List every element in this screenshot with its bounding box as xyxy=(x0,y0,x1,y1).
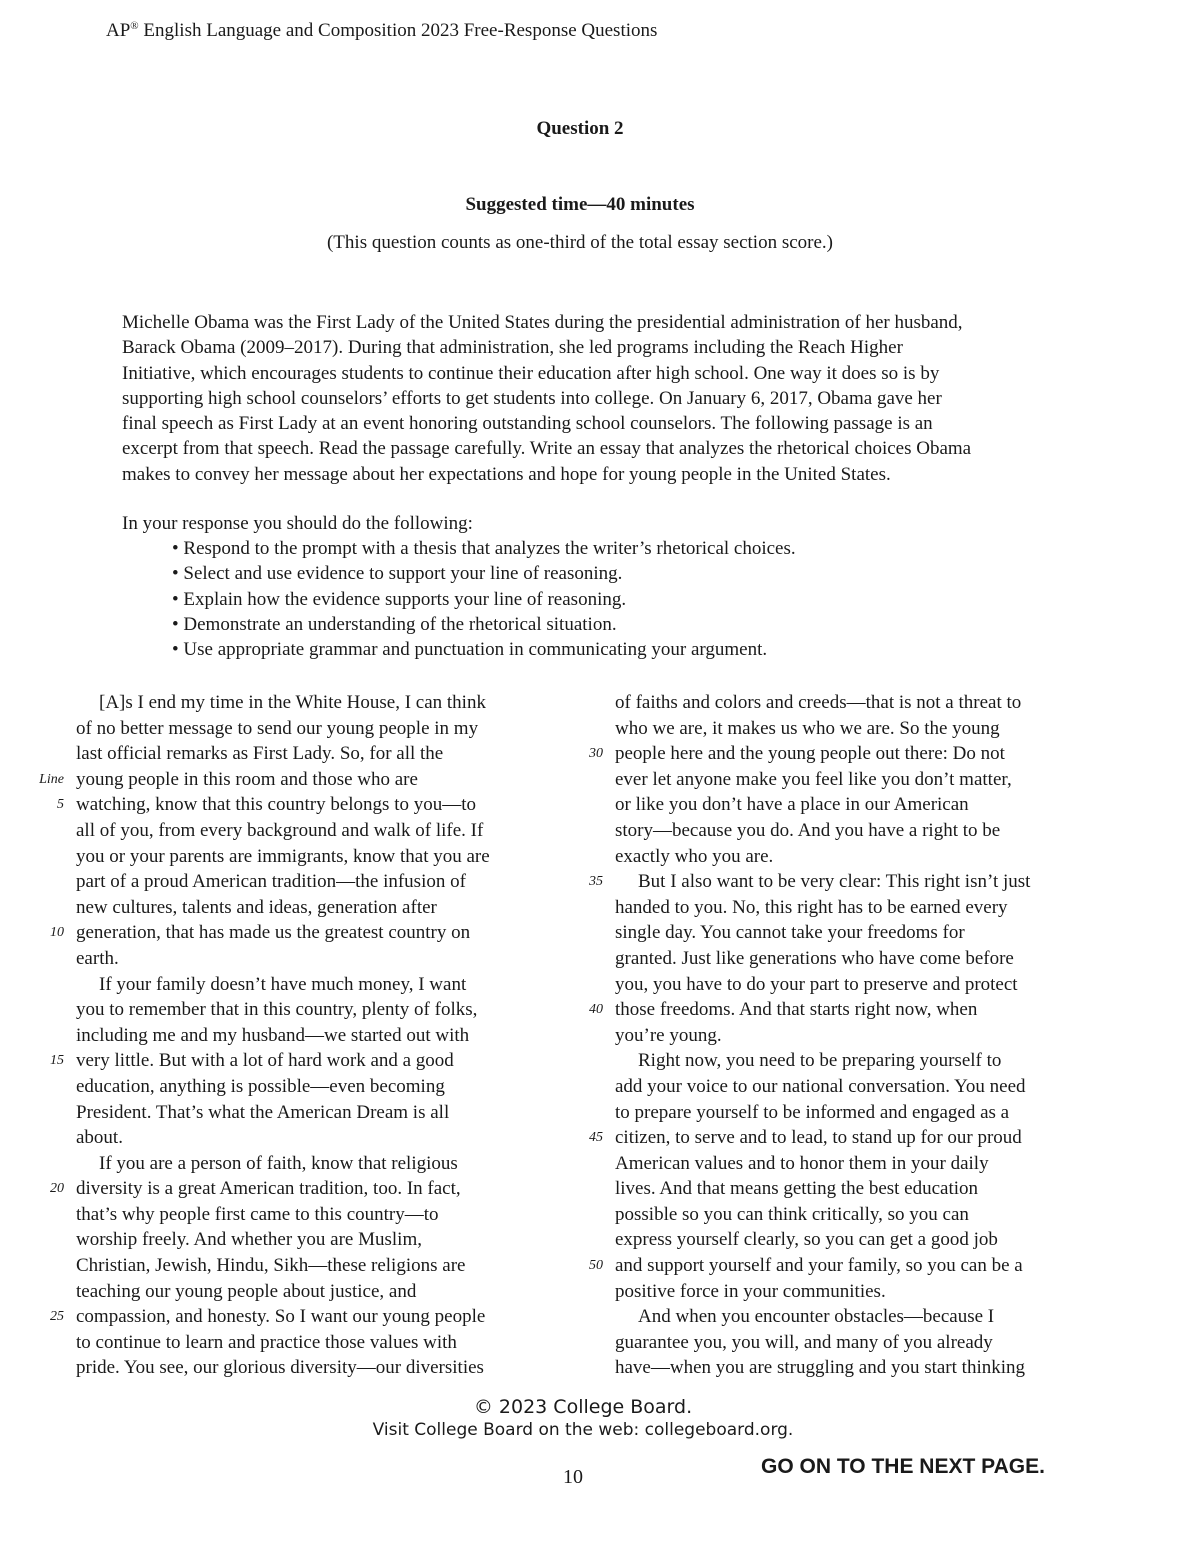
passage-line: and support yourself and your family, so you can be a xyxy=(615,1255,1023,1277)
passage-line: people here and the young people out there: Do not xyxy=(615,743,1005,765)
passage-line: If you are a person of faith, know that religious xyxy=(99,1152,458,1174)
intro-line: excerpt from that speech. Read the passage carefully. Write an essay that analyzes the rhetorical choices Obama xyxy=(122,438,972,460)
passage-line: Christian, Jewish, Hindu, Sikh—these religions are xyxy=(76,1255,466,1277)
passage-column-right xyxy=(615,690,1030,1381)
passage-line: And when you encounter obstacles—because I xyxy=(638,1306,995,1328)
passage-line: add your voice to our national conversation. You need xyxy=(615,1075,1026,1097)
passage-line: granted. Just like generations who have come before xyxy=(615,947,1014,969)
passage-line: very little. But with a lot of hard work and a good xyxy=(76,1050,454,1072)
bullet-item: • Respond to the prompt with a thesis that analyzes the writer’s rhetorical choices. xyxy=(172,538,796,559)
passage-line: to prepare yourself to be informed and engaged as a xyxy=(615,1101,1010,1123)
passage-line: possible so you can think critically, so you can xyxy=(615,1203,969,1225)
response-instructions: In your response you should do the following: xyxy=(122,513,473,534)
passage-line: ever let anyone make you feel like you don’t matter, xyxy=(615,768,1012,790)
passage-line: single day. You cannot take your freedoms for xyxy=(615,922,965,944)
counts-note: (This question counts as one-third of the total essay section score.) xyxy=(326,232,833,253)
passage-line: all of you, from every background and walk of life. If xyxy=(76,819,484,841)
running-head-ap: AP xyxy=(106,20,131,41)
running-head xyxy=(106,20,657,42)
bullet-item: • Use appropriate grammar and punctuation in communicating your argument. xyxy=(172,639,768,661)
passage-line: have—when you are struggling and you start thinking xyxy=(615,1357,1026,1379)
bullet-item: • Explain how the evidence supports your line of reasoning. xyxy=(172,588,627,610)
passage-line: handed to you. No, this right has to be earned every xyxy=(615,896,1008,918)
passage-line: including me and my husband—we started out with xyxy=(76,1024,470,1046)
bullet-item: • Select and use evidence to support your line of reasoning. xyxy=(172,563,623,585)
passage-line: American values and to honor them in your daily xyxy=(615,1152,989,1174)
passage-line: If your family doesn’t have much money, I want xyxy=(99,973,467,995)
passage-line: or like you don’t have a place in our American xyxy=(615,794,969,816)
passage-column-left xyxy=(76,690,490,1381)
passage-line: positive force in your communities. xyxy=(615,1280,886,1302)
running-head-title: English Language and Composition 2023 Free-Response Questions xyxy=(138,20,658,41)
passage-line: who we are, it makes us who we are. So the young xyxy=(615,717,1000,739)
website-note: Visit College Board on the web: collegeboard.org. xyxy=(372,1420,794,1440)
passage-line: you or your parents are immigrants, know that you are xyxy=(76,845,490,867)
prompt-intro xyxy=(122,310,1097,487)
passage-line: of no better message to send our young people in my xyxy=(76,717,479,739)
line-number: 5 xyxy=(57,797,64,812)
question-title: Question 2 xyxy=(536,118,624,139)
next-page-notice: GO ON TO THE NEXT PAGE. xyxy=(761,1455,1045,1478)
line-number: 20 xyxy=(50,1181,64,1196)
passage-line: teaching our young people about justice, and xyxy=(76,1280,417,1302)
passage-line: lives. And that means getting the best education xyxy=(615,1178,979,1200)
intro-line: supporting high school counselors’ efforts to get students into college. On January 6, 2017, Obama gave her xyxy=(122,387,942,409)
intro-line: Michelle Obama was the First Lady of the United States during the presidential administration of her husband, xyxy=(122,312,963,333)
passage-line: you, you have to do your part to preserve and protect xyxy=(615,973,1018,995)
passage-line: But I also want to be very clear: This right isn’t just xyxy=(638,871,1031,893)
bullet-item: • Demonstrate an understanding of the rhetorical situation. xyxy=(172,613,617,635)
suggested-time: Suggested time—40 minutes xyxy=(465,194,695,215)
copyright: © 2023 College Board. xyxy=(473,1396,693,1418)
line-number: 40 xyxy=(589,1002,603,1017)
intro-line: final speech as First Lady at an event honoring outstanding school counselors. The following passage is an xyxy=(122,413,933,435)
passage-line: those freedoms. And that starts right now, when xyxy=(615,999,978,1021)
passage-line: young people in this room and those who are xyxy=(76,768,418,790)
intro-line: Barack Obama (2009–2017). During that administration, she led programs including the Reach Higher xyxy=(122,337,903,359)
registered-mark: ® xyxy=(130,20,139,32)
passage-line: worship freely. And whether you are Muslim, xyxy=(76,1229,422,1251)
line-number: 35 xyxy=(589,874,603,889)
passage-line: story—because you do. And you have a right to be xyxy=(615,819,1001,841)
passage-line: you’re young. xyxy=(615,1024,722,1046)
passage-line: education, anything is possible—even becoming xyxy=(76,1075,445,1097)
passage-line: earth. xyxy=(76,947,119,969)
passage-line: President. That’s what the American Dream is all xyxy=(76,1101,450,1123)
passage-line: guarantee you, you will, and many of you already xyxy=(615,1331,993,1353)
passage-line: you to remember that in this country, plenty of folks, xyxy=(76,999,478,1021)
page-number: 10 xyxy=(563,1466,583,1488)
passage-line: citizen, to serve and to lead, to stand up for our proud xyxy=(615,1127,1022,1149)
passage-line: exactly who you are. xyxy=(615,845,774,867)
line-number: 50 xyxy=(589,1258,603,1273)
line-label: Line xyxy=(39,772,64,787)
line-number: 30 xyxy=(589,746,603,761)
passage-line: to continue to learn and practice those values with xyxy=(76,1331,457,1353)
passage-line: of faiths and colors and creeds—that is not a threat to xyxy=(615,692,1022,713)
passage-line: express yourself clearly, so you can get a good job xyxy=(615,1229,998,1251)
line-number: 25 xyxy=(50,1309,64,1324)
passage-line: generation, that has made us the greatest country on xyxy=(76,922,471,944)
intro-line: Initiative, which encourages students to continue their education after high school. One way it does so is by xyxy=(122,362,940,384)
bullet-list xyxy=(172,536,796,662)
passage-line: diversity is a great American tradition, too. In fact, xyxy=(76,1178,461,1200)
passage-line: about. xyxy=(76,1127,123,1149)
line-number: 45 xyxy=(589,1130,603,1145)
intro-line: makes to convey her message about her expectations and hope for young people in the United States. xyxy=(122,463,891,485)
passage-line: compassion, and honesty. So I want our young people xyxy=(76,1306,486,1328)
passage-line: new cultures, talents and ideas, generation after xyxy=(76,896,437,918)
passage-line: that’s why people first came to this country—to xyxy=(76,1203,439,1225)
passage-line: [A]s I end my time in the White House, I can think xyxy=(99,692,486,713)
line-number: 10 xyxy=(50,925,64,940)
passage-line: part of a proud American tradition—the infusion of xyxy=(76,871,466,893)
passage-line: watching, know that this country belongs to you—to xyxy=(76,794,477,816)
line-number: 15 xyxy=(50,1053,64,1068)
passage-line: last official remarks as First Lady. So, for all the xyxy=(76,743,444,765)
passage-line: pride. You see, our glorious diversity—our diversities xyxy=(76,1357,484,1379)
passage-line: Right now, you need to be preparing yourself to xyxy=(638,1050,1002,1072)
